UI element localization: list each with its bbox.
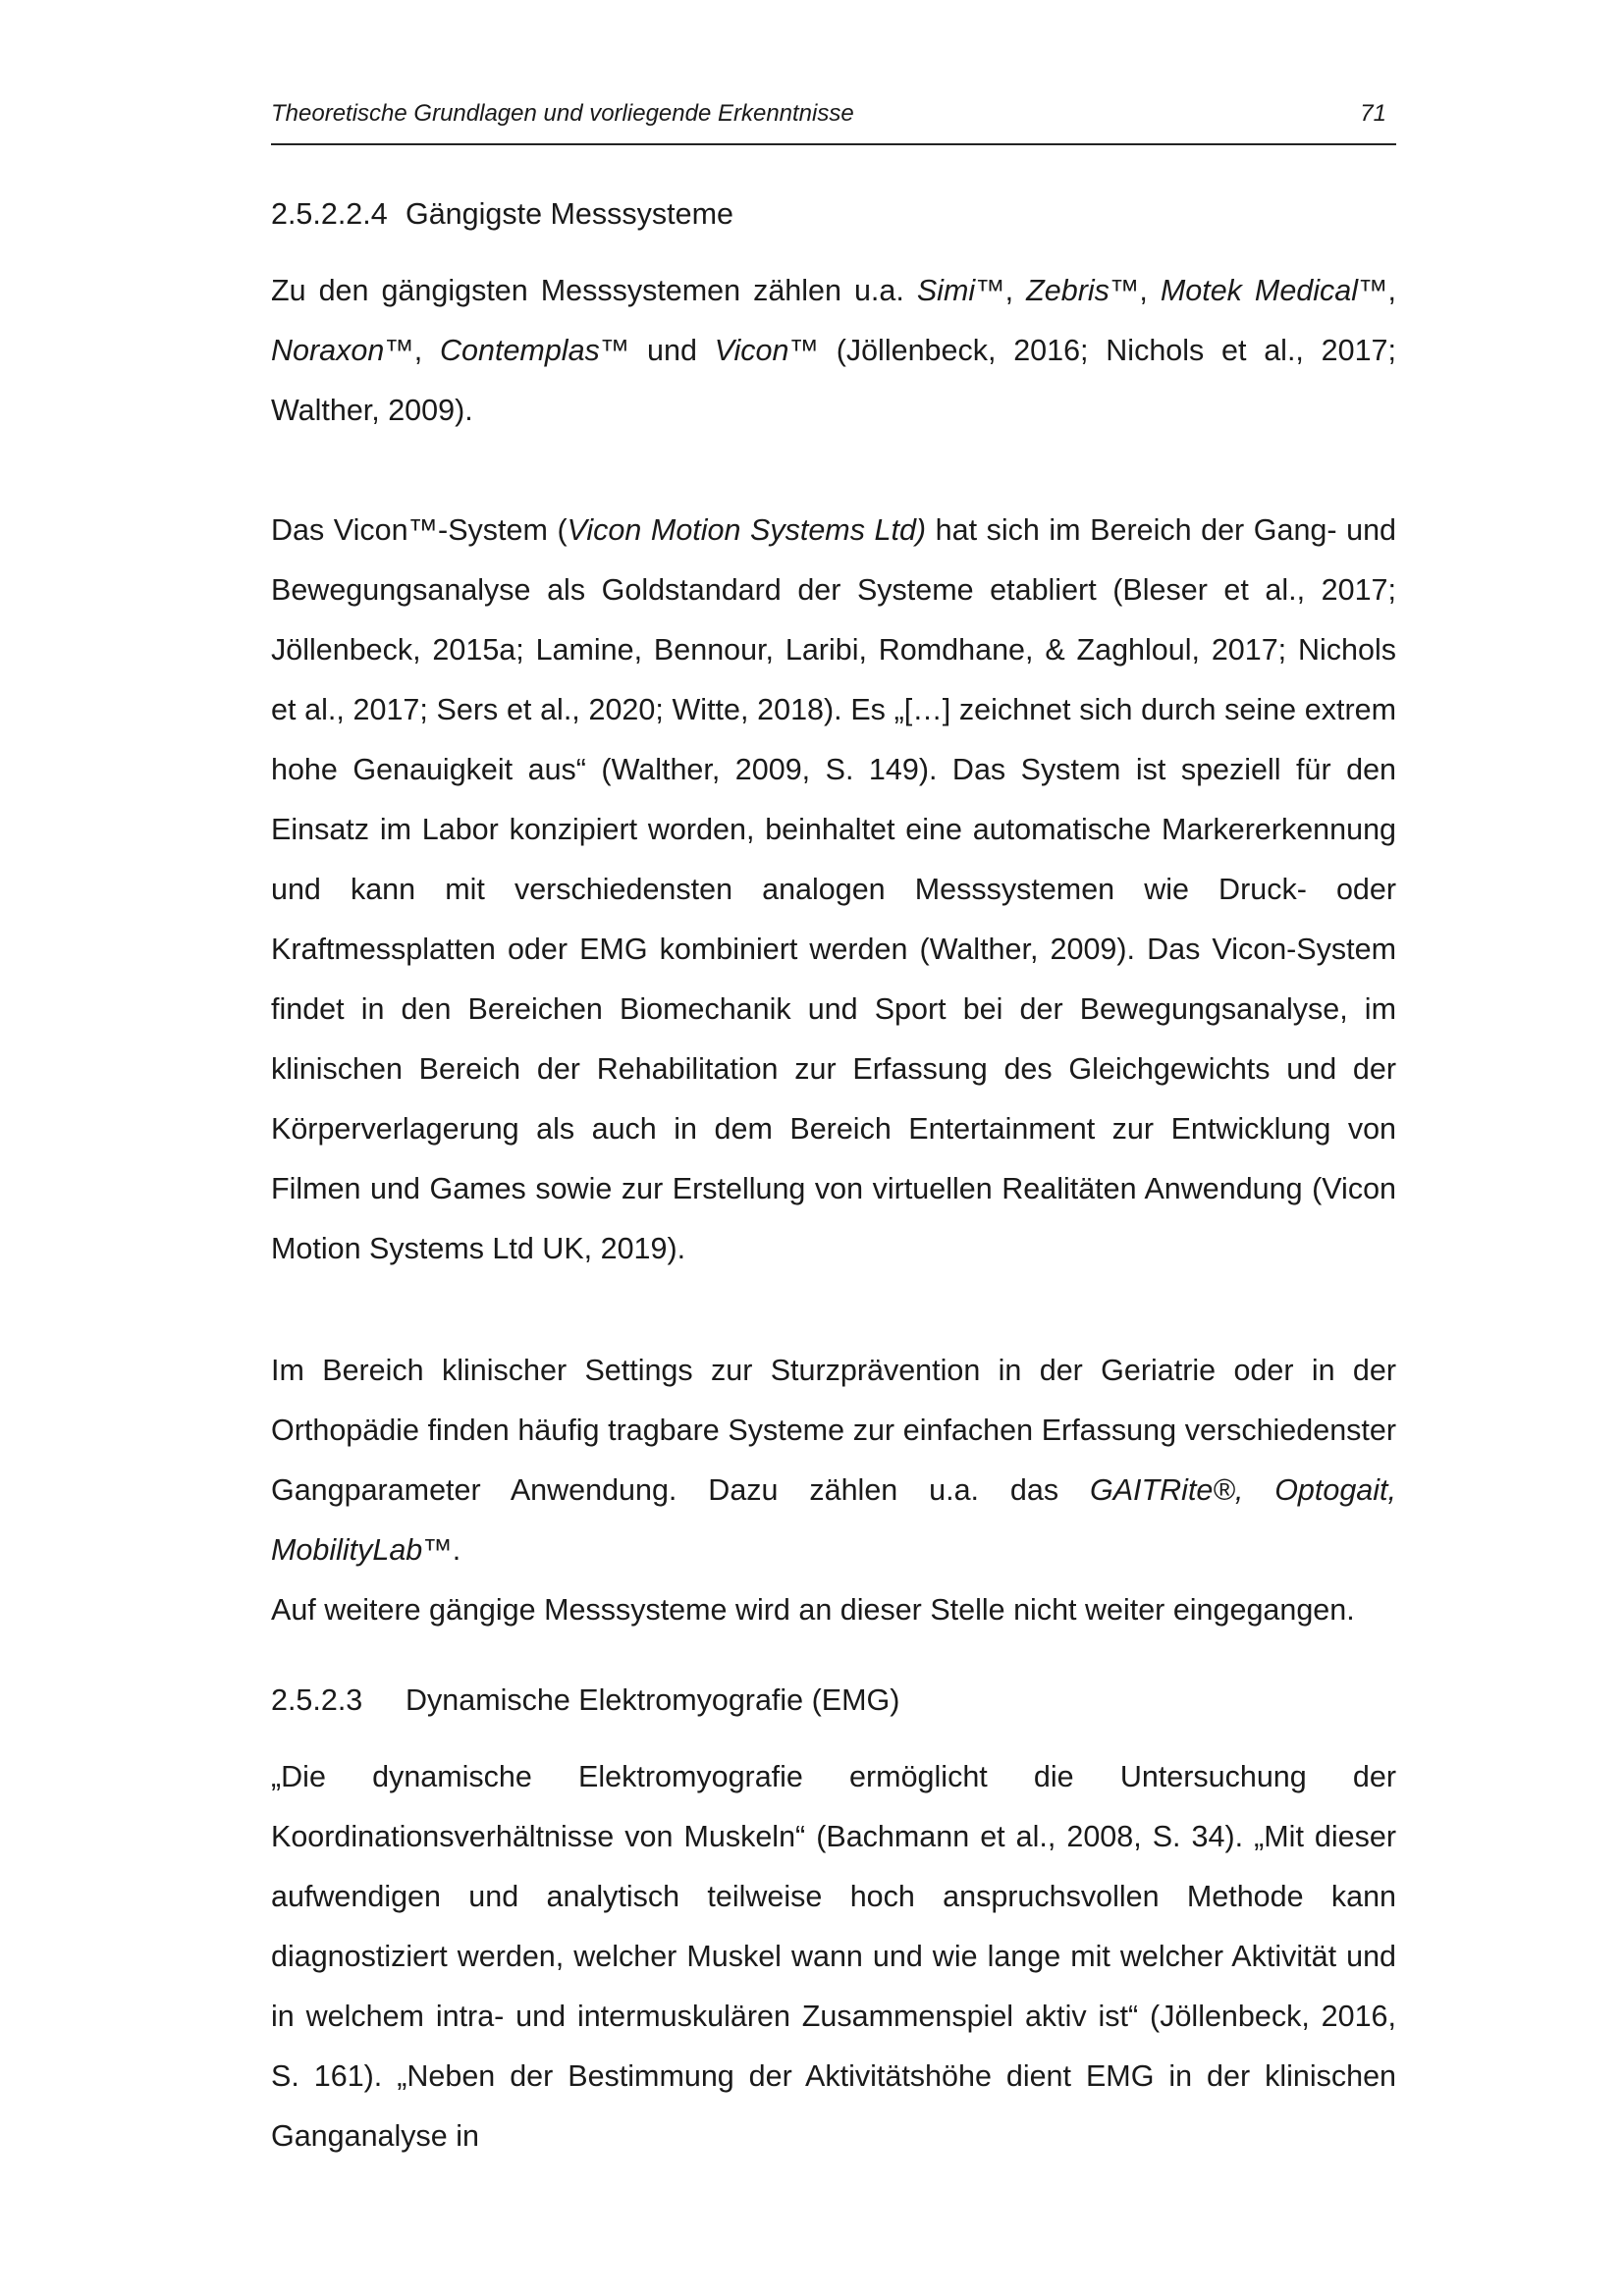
italic-term: GAITRite®, Optogait, MobilityLab — [271, 1473, 1396, 1567]
section-title: Gängigste Messsysteme — [406, 197, 733, 231]
text-run: ™, — [1109, 274, 1161, 307]
section-number: 2.5.2.3 — [271, 1683, 363, 1717]
paragraph-further-systems: Auf weitere gängige Messsysteme wird an dieser Stelle nicht weiter eingegangen. — [271, 1593, 1355, 1627]
section-heading-2-5-2-3 — [271, 1681, 899, 1720]
text-run: ™, — [1358, 274, 1397, 307]
paragraph-emg: „Die dynamische Elektromyografie ermöglicht die Untersuchung der Koordinationsverhältnisse von Muskeln“ (Bachmann et al., 2008, S. 34). „Mit dieser aufwendigen und analytisch teilweise hoch anspruchsvollen Methode kann diagnostiziert werden, welcher Muskel wann und wie lange mit welcher Aktivität und in welchem intra- und intermuskulären Zusammenspiel aktiv ist“ (Jöllenbeck, 2016, S. 161). „Neben der Bestimmung der Aktivitätshöhe dient EMG in der klinischen Ganganalyse in — [271, 1760, 1396, 2153]
text-run: Zu den gängigsten Messsystemen zählen u.a. — [271, 274, 917, 307]
text-run: ™, — [384, 334, 441, 367]
header-title: Theoretische Grundlagen und vorliegende Erkenntnisse — [271, 100, 854, 127]
italic-term: Vicon Motion Systems Ltd) — [567, 513, 927, 547]
section-number: 2.5.2.2.4 — [271, 197, 388, 231]
text-run: ™ (Jöllenbeck, 2016; Nichols et al., 2017; Walther, 2009). — [271, 334, 1396, 427]
italic-term: Zebris — [1026, 274, 1110, 307]
italic-term: Noraxon — [271, 334, 385, 367]
text-run: hat sich im Bereich der Gang- und Bewegungsanalyse als Goldstandard der Systeme etabliert (Bleser et al., 2017; Jöllenbeck, 2015a; Lamine, Bennour, Laribi, Romdhane, & Zaghloul, 2017; Nichols et al., 2017; Sers et al., 2020; Witte, 2018). Es „[…] zeichnet sich durch seine extrem hohe Genauigkeit aus“ (Walther, 2009, S. 149). Das System ist speziell für den Einsatz im Labor konzipiert worden, beinhaltet eine automatische Markererkennung und kann mit verschiedensten analogen Messsystemen wie Druck- oder Kraftmessplatten oder EMG kombiniert werden (Walther, 2009). Das Vicon-System findet in den Bereichen Biomechanik und Sport bei der Bewegungsanalyse, im klinischen Bereich der Rehabilitation zur Erfassung des Gleichgewichts und der Körperverlagerung als auch in dem Bereich Entertainment zur Entwicklung von Filmen und Games sowie zur Erstellung von virtuellen Realitäten Anwendung (Vicon Motion Systems Ltd UK, 2019). — [271, 513, 1396, 1265]
text-run: ™ und — [599, 334, 715, 367]
section-title: Dynamische Elektromyografie (EMG) — [406, 1683, 900, 1717]
paragraph-vicon-system — [271, 501, 1396, 1279]
italic-term: Motek Medical — [1160, 274, 1359, 307]
text-run: Im Bereich klinischer Settings zur Sturzprävention in der Geriatrie oder in der Orthopädie finden häufig tragbare Systeme zur einfachen Erfassung verschiedenster Gangparameter Anwendung. Dazu zählen u.a. das — [271, 1354, 1396, 1507]
italic-term: Vicon — [714, 334, 789, 367]
paragraph-measurement-systems — [271, 261, 1396, 441]
paragraph-clinical-settings — [271, 1341, 1396, 1580]
italic-term: Contemplas — [440, 334, 600, 367]
page-number: 71 — [1360, 100, 1386, 127]
text-run: ™. — [422, 1533, 461, 1567]
italic-term: Simi — [916, 274, 976, 307]
running-header — [271, 96, 1396, 145]
text-run: ™, — [975, 274, 1027, 307]
section-heading-2-5-2-2-4 — [271, 194, 733, 234]
text-run: Das Vicon™-System ( — [271, 513, 568, 547]
